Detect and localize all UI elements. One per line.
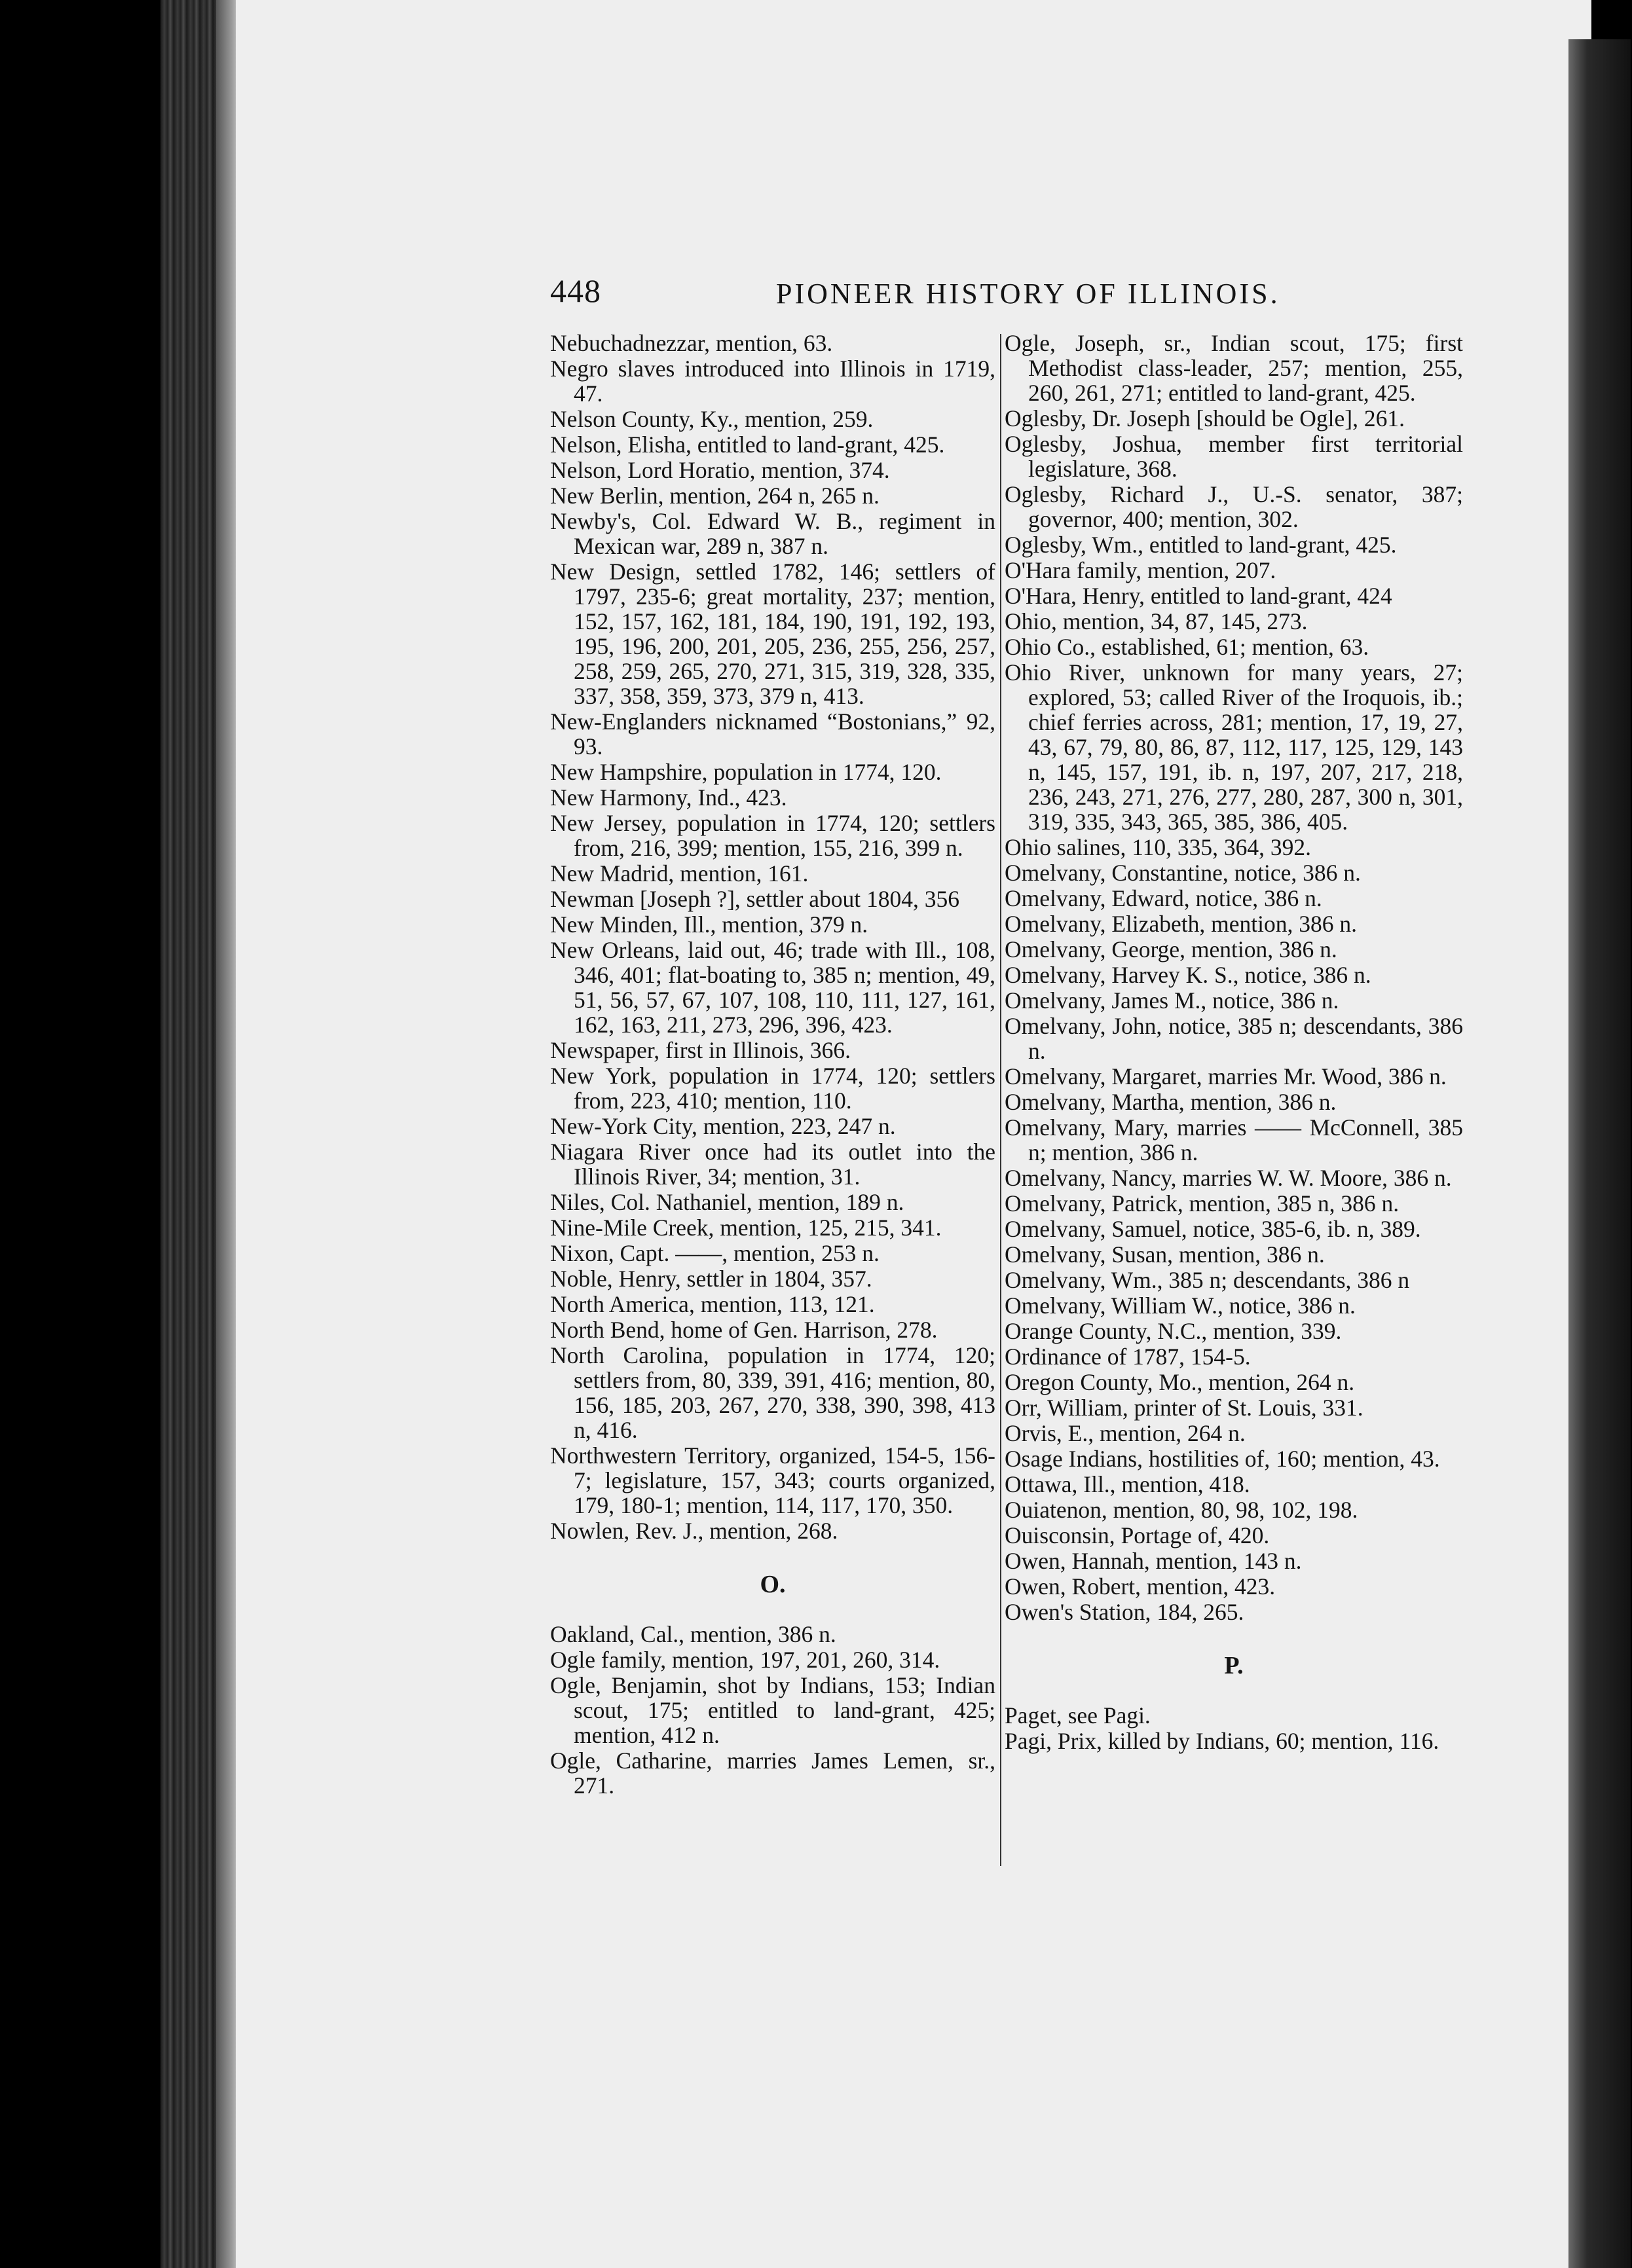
index-entry: North America, mention, 113, 121. xyxy=(550,1291,875,1317)
index-entry: Orr, William, printer of St. Louis, 331. xyxy=(1005,1395,1363,1421)
index-entry: Oregon County, Mo., mention, 264 n. xyxy=(1005,1369,1355,1395)
index-entry: New Harmony, Ind., 423. xyxy=(550,784,787,811)
index-entry: Orange County, N.C., mention, 339. xyxy=(1005,1318,1342,1344)
index-entry: Paget, see Pagi. xyxy=(1005,1702,1151,1728)
index-entry: Ogle family, mention, 197, 201, 260, 314. xyxy=(550,1647,940,1673)
index-entry: Nine-Mile Creek, mention, 125, 215, 341. xyxy=(550,1215,942,1241)
index-entry: North Bend, home of Gen. Harrison, 278. xyxy=(550,1317,938,1343)
index-entry: Omelvany, Harvey K. S., notice, 386 n. xyxy=(1005,962,1371,988)
index-entry: Nebuchadnezzar, mention, 63. xyxy=(550,330,833,356)
index-entry: Nelson County, Ky., mention, 259. xyxy=(550,406,874,432)
index-entry: Nowlen, Rev. J., mention, 268. xyxy=(550,1518,838,1544)
index-entry: Omelvany, Nancy, marries W. W. Moore, 386 n. xyxy=(1005,1165,1452,1191)
section-heading: P. xyxy=(1224,1652,1244,1679)
index-entry: Ogle, Benjamin, shot by Indians, 153; Indian scout, 175; entitled to land-grant, 425; mention, 412 n. xyxy=(550,1672,995,1748)
index-entry: Omelvany, Edward, notice, 386 n. xyxy=(1005,885,1322,911)
index-entry: New Orleans, laid out, 46; trade with Ill., 108, 346, 401; flat-boating to, 385 n; mention, 49, 51, 56, 57, 67, 107, 108, 110, 111, 127, 161, 162, 163, 211, 273, 296, 396, 423. xyxy=(550,937,995,1038)
running-title: PIONEER HISTORY OF ILLINOIS. xyxy=(776,278,1280,310)
index-entry: Negro slaves introduced into Illinois in 1719, 47. xyxy=(550,356,995,407)
index-entry: Ouiatenon, mention, 80, 98, 102, 198. xyxy=(1005,1497,1358,1523)
index-entry: Nelson, Elisha, entitled to land-grant, 425. xyxy=(550,431,945,458)
index-column-left xyxy=(550,331,995,1798)
index-entry: Orvis, E., mention, 264 n. xyxy=(1005,1420,1246,1446)
index-entry: Omelvany, Patrick, mention, 385 n, 386 n. xyxy=(1005,1190,1400,1216)
column-divider xyxy=(1000,334,1001,1866)
index-entry: New Berlin, mention, 264 n, 265 n. xyxy=(550,483,880,509)
index-entry: Newman [Joseph ?], settler about 1804, 356 xyxy=(550,886,960,912)
index-entry: Omelvany, George, mention, 386 n. xyxy=(1005,936,1337,962)
index-entry: Omelvany, Samuel, notice, 385-6, ib. n, 389. xyxy=(1005,1216,1421,1242)
index-entry: Pagi, Prix, killed by Indians, 60; mention, 116. xyxy=(1005,1728,1439,1754)
index-entry: Ohio Co., established, 61; mention, 63. xyxy=(1005,634,1369,660)
index-entry: New Madrid, mention, 161. xyxy=(550,860,809,887)
index-entry: Oakland, Cal., mention, 386 n. xyxy=(550,1621,836,1647)
index-entry: New York, population in 1774, 120; settlers from, 223, 410; mention, 110. xyxy=(550,1063,995,1114)
facing-page-edge xyxy=(1568,39,1631,2268)
index-entry: Northwestern Territory, organized, 154-5, 156-7; legislature, 157, 343; courts organized, 179, 180-1; mention, 114, 117, 170, 350. xyxy=(550,1442,995,1518)
index-entry: Omelvany, Constantine, notice, 386 n. xyxy=(1005,860,1361,886)
index-entry: Osage Indians, hostilities of, 160; mention, 43. xyxy=(1005,1446,1440,1472)
section-heading: O. xyxy=(760,1571,786,1598)
index-entry: Newby's, Col. Edward W. B., regiment in Mexican war, 289 n, 387 n. xyxy=(550,508,995,559)
index-entry: Ohio River, unknown for many years, 27; explored, 53; called River of the Iroquois, ib.; chief ferries across, 281; mention, 17, 19, 27, 43, 67, 79, 80, 86, 87, 112, 117, 125, 129, 143 n, 145, 157, 191, ib. n, 197, 207, 217, 218, 236, 243, 271, 276, 277, 280, 287, 300 n, 301, 319, 335, 343, 365, 385, 386, 405. xyxy=(1005,659,1463,835)
index-entry: Ohio salines, 110, 335, 364, 392. xyxy=(1005,834,1312,860)
index-entry: Oglesby, Dr. Joseph [should be Ogle], 261. xyxy=(1005,405,1405,431)
index-entry: Ogle, Catharine, marries James Lemen, sr., 271. xyxy=(550,1747,995,1799)
index-entry: Omelvany, Mary, marries —— McConnell, 385 n; mention, 386 n. xyxy=(1005,1114,1463,1165)
index-entry: O'Hara, Henry, entitled to land-grant, 424 xyxy=(1005,583,1392,609)
index-entry: Ogle, Joseph, sr., Indian scout, 175; first Methodist class-leader, 257; mention, 255, 260, 261, 271; entitled to land-grant, 425. xyxy=(1005,330,1463,406)
index-entry: Ouisconsin, Portage of, 420. xyxy=(1005,1522,1270,1548)
index-entry: Niagara River once had its outlet into the Illinois River, 34; mention, 31. xyxy=(550,1139,995,1190)
index-entry: Omelvany, Martha, mention, 386 n. xyxy=(1005,1089,1337,1115)
index-entry: Omelvany, James M., notice, 386 n. xyxy=(1005,987,1339,1014)
index-entry: Owen, Robert, mention, 423. xyxy=(1005,1573,1276,1600)
index-entry: Omelvany, Wm., 385 n; descendants, 386 n xyxy=(1005,1267,1410,1293)
index-column-right xyxy=(1005,331,1463,1753)
index-entry: Niles, Col. Nathaniel, mention, 189 n. xyxy=(550,1189,904,1215)
index-entry: Nelson, Lord Horatio, mention, 374. xyxy=(550,457,890,483)
index-entry: Oglesby, Joshua, member first territorial legislature, 368. xyxy=(1005,431,1463,482)
index-entry: Ottawa, Ill., mention, 418. xyxy=(1005,1471,1250,1497)
index-entry: Owen's Station, 184, 265. xyxy=(1005,1599,1244,1625)
index-entry: New Jersey, population in 1774, 120; settlers from, 216, 399; mention, 155, 216, 399 n. xyxy=(550,810,995,861)
index-entry: Omelvany, John, notice, 385 n; descendants, 386 n. xyxy=(1005,1013,1463,1064)
index-entry: New Minden, Ill., mention, 379 n. xyxy=(550,911,868,938)
index-entry: Nixon, Capt. ——, mention, 253 n. xyxy=(550,1240,880,1266)
index-entry: Ohio, mention, 34, 87, 145, 273. xyxy=(1005,608,1308,634)
index-entry: O'Hara family, mention, 207. xyxy=(1005,557,1276,583)
index-entry: New Design, settled 1782, 146; settlers of 1797, 235-6; great mortality, 237; mention, 152, 157, 162, 181, 184, 190, 191, 192, 193, 195, 196, 200, 201, 205, 236, 255, 256, 257, 258, 259, 265, 270, 271, 315, 319, 328, 335, 337, 358, 359, 373, 379 n, 413. xyxy=(550,558,995,709)
index-entry: New Hampshire, population in 1774, 120. xyxy=(550,759,942,785)
index-entry: New-Englanders nicknamed “Bostonians,” 92, 93. xyxy=(550,708,995,759)
index-entry: Newspaper, first in Illinois, 366. xyxy=(550,1037,851,1063)
index-entry: Oglesby, Wm., entitled to land-grant, 425. xyxy=(1005,532,1397,558)
index-entry: Omelvany, Margaret, marries Mr. Wood, 386 n. xyxy=(1005,1063,1447,1089)
index-entry: North Carolina, population in 1774, 120; settlers from, 80, 339, 391, 416; mention, 80, 156, 185, 203, 267, 270, 338, 390, 398, 413 n, 416. xyxy=(550,1342,995,1443)
index-entry: New-York City, mention, 223, 247 n. xyxy=(550,1113,896,1139)
index-entry: Omelvany, Susan, mention, 386 n. xyxy=(1005,1241,1325,1268)
index-entry: Omelvany, William W., notice, 386 n. xyxy=(1005,1292,1356,1319)
index-entry: Omelvany, Elizabeth, mention, 386 n. xyxy=(1005,911,1357,937)
index-entry: Oglesby, Richard J., U.-S. senator, 387; governor, 400; mention, 302. xyxy=(1005,481,1463,532)
index-entry: Ordinance of 1787, 154-5. xyxy=(1005,1344,1251,1370)
index-entry: Noble, Henry, settler in 1804, 357. xyxy=(550,1266,872,1292)
page-header xyxy=(550,272,1493,311)
page-number: 448 xyxy=(550,272,601,309)
index-entry: Owen, Hannah, mention, 143 n. xyxy=(1005,1548,1302,1574)
